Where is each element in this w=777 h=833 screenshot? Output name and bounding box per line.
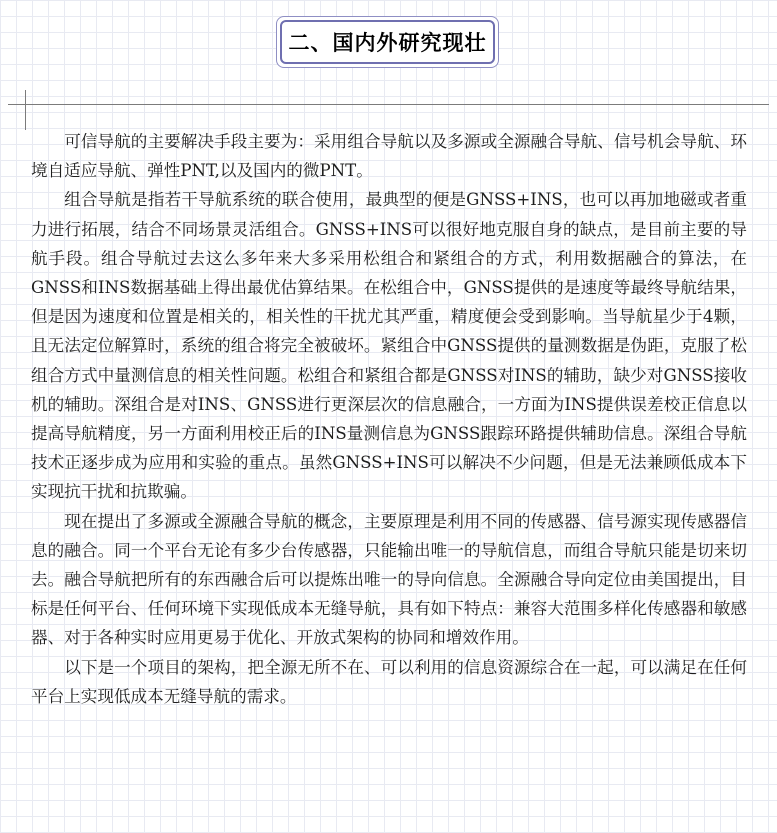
section-title-frame [276,16,499,68]
paragraph-intro: 可信导航的主要解决手段主要为：采用组合导航以及多源或全源融合导航、信号机会导航、环境自适应导航、弹性PNT,以及国内的微PNT。 [31,132,747,181]
margin-guide-line [8,104,769,105]
paragraph-integrated-navigation: 组合导航是指若干导航系统的联合使用，最典型的便是GNSS+INS，也可以再加地磁或者重力进行拓展，结合不同场景灵活组合。GNSS+INS可以很好地克服自身的缺点，是目前主要的导航手段。组合导航过去这么多年来大多采用松组合和紧组合的方式，利用数据融合的算法，在GNSS和INS数据基础上得出最优估算结果。在松组合中，GNSS提供的是速度等最终导航结果，但是因为速度和位置是相关的，相关性的干扰尤其严重，精度便会受到影响。当导航星少于4颗，且无法定位解算时，系统的组合将完全被破坏。紧组合中GNSS提供的量测数据是伪距，克服了松组合方式中量测信息的相关性问题。松组合和紧组合都是GNSS对INS的辅助，缺少对GNSS接收机的辅助。深组合是对INS、GNSS进行更深层次的信息融合，一方面为INS提供误差校正信息以提高导航精度，另一方面利用校正后的INS量测信息为GNSS跟踪环路提供辅助信息。深组合导航技术正逐步成为应用和实验的重点。虽然GNSS+INS可以解决不少问题，但是无法兼顾低成本下实现抗干扰和抗欺骗。 [31,190,747,502]
margin-corner-mark [25,90,26,130]
body-text [31,127,747,711]
paragraph-fusion-navigation: 现在提出了多源或全源融合导航的概念，主要原理是利用不同的传感器、信号源实现传感器信息的融合。同一个平台无论有多少台传感器，只能输出唯一的导航信息，而组合导航只能是切来切去。融合导航把所有的东西融合后可以提炼出唯一的导向信息。全源融合导向定位由美国提出，目标是任何平台、任何环境下实现低成本无缝导航，具有如下特点：兼容大范围多样化传感器和敏感器、对于各种实时应用更易于优化、开放式架构的协同和增效作用。 [31,511,747,648]
section-title-inner-frame [280,20,495,64]
paragraph-project-architecture: 以下是一个项目的架构，把全源无所不在、可以利用的信息资源综合在一起，可以满足在任何平台上实现低成本无缝导航的需求。 [31,657,747,706]
section-title: 二、国内外研究现壮 [288,31,487,55]
